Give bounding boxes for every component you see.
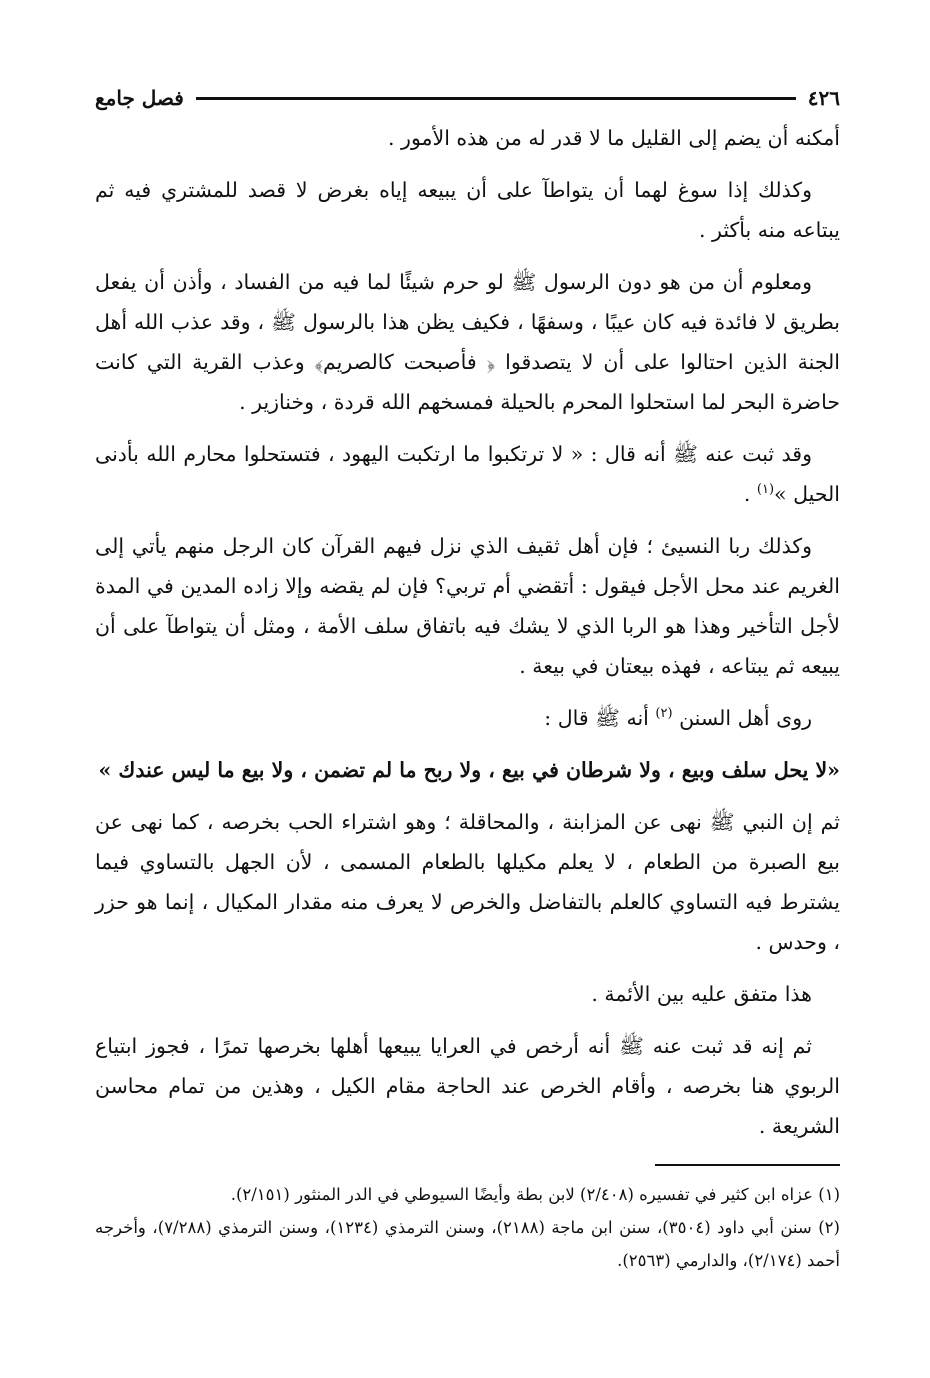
paragraph-narration [95,698,840,738]
paragraph: ومعلوم أن من هو دون الرسول ﷺ لو حرم شيئًا لما فيه من الفساد ، وأذن أن يفعل بطريق لا فائدة فيه كان عيبًا ، وسفهًا ، فكيف يظن هذا بالرسول ﷺ ، وقد عذب الله أهل الجنة الذين احتالوا على أن لا يتصدقوا ﴿ فأصبحت كالصريم﴾ وعذب القرية التي كانت حاضرة البحر لما استحلوا المحرم بالحيلة فمسخهم الله قردة ، وخنازير . [95,270,840,414]
book-page [95,78,840,1277]
paragraph: ثم إنه قد ثبت عنه ﷺ أنه أرخص في العرايا يبيعها أهلها بخرصها تمرًا ، فجوز ابتياع الربوي هنا بخرصه ، وأقام الخرص عند الحاجة مقام الكيل ، وهذين من تمام محاسن الشريعة . [95,1034,840,1138]
footnote-1: (١) عزاه ابن كثير في تفسيره (٢/٤٠٨) لابن بطة وأيضًا السيوطي في الدر المنثور (٢/١٥١). [230,1185,840,1204]
paragraph: ثم إن النبي ﷺ نهى عن المزابنة ، والمحاقلة ؛ وهو اشتراء الحب بخرصه ، كما نهى عن بيع الصبرة من الطعام ، لا يعلم مكيلها بالطعام المسمى ، لأن الجهل بالتساوي فيما يشترط فيه التساوي كالعلم بالتفاضل والخرص لا يعرف منه مقدار المكيال ، إنما هو حزر ، وحدس . [95,810,840,954]
paragraph-hadith-1: وقد ثبت عنه ﷺ أنه قال : « لا ترتكبوا ما ارتكبت اليهود ، فتستحلوا محارم الله بأدنى الحيل »$^{(١)}$ . [95,442,840,506]
paragraph-text: وقد ثبت عنه ﷺ أنه قال : « لا ترتكبوا ما ارتكبت اليهود ، فتستحلوا محارم الله بأدنى الحيل » [95,442,840,506]
paragraph: وكذلك إذا سوغ لهما أن يتواطآ على أن يبيعه إياه بغرض لا قصد للمشتري فيه ثم يبتاعه منه بأكثر . [95,178,840,242]
main-text [95,118,840,1146]
chapter-title: فصل جامع [95,86,184,110]
header-rule [196,97,796,100]
paragraph: هذا متفق عليه بين الأئمة . [591,982,812,1006]
footnotes [95,1178,840,1277]
paragraph: وكذلك ربا النسيئ ؛ فإن أهل ثقيف الذي نزل فيهم القرآن كان الرجل منهم يأتي إلى الغريم عند محل الأجل فيقول : أتقضي أم تربي؟ فإن لم يقضه وإلا زاده المدين في المدة لأجل التأخير وهذا هو الربا الذي لا يشك فيه باتفاق سلف الأمة ، ومثل أن يتواطآ على أن يبيعه ثم يبتاعه ، فهذه بيعتان في بيعة . [95,534,840,678]
running-header [95,78,840,118]
paragraph-text: روى أهل السنن [679,706,812,730]
footnote-2: (٢) سنن أبي داود (٣٥٠٤)، سنن ابن ماجة (٢١٨٨)، وسنن الترمذي (١٢٣٤)، وسنن الترمذي (٧/٢٨٨)، وأخرجه أحمد (٢/١٧٤)، والدارمي (٢٥٦٣). [95,1218,840,1270]
paragraph-text: أنه ﷺ قال : [544,706,649,730]
footnote-ref-2: (٢) [655,706,673,722]
page-number: ٤٢٦ [807,86,840,110]
footnote-ref-1: (١) [756,482,775,498]
hadith-quote: «لا يحل سلف وبيع ، ولا شرطان في بيع ، ولا ربح ما لم تضمن ، ولا بيع ما ليس عندك » [98,758,840,782]
footnote-separator [655,1164,840,1166]
paragraph: أمكنه أن يضم إلى القليل ما لا قدر له من هذه الأمور . [388,126,840,150]
